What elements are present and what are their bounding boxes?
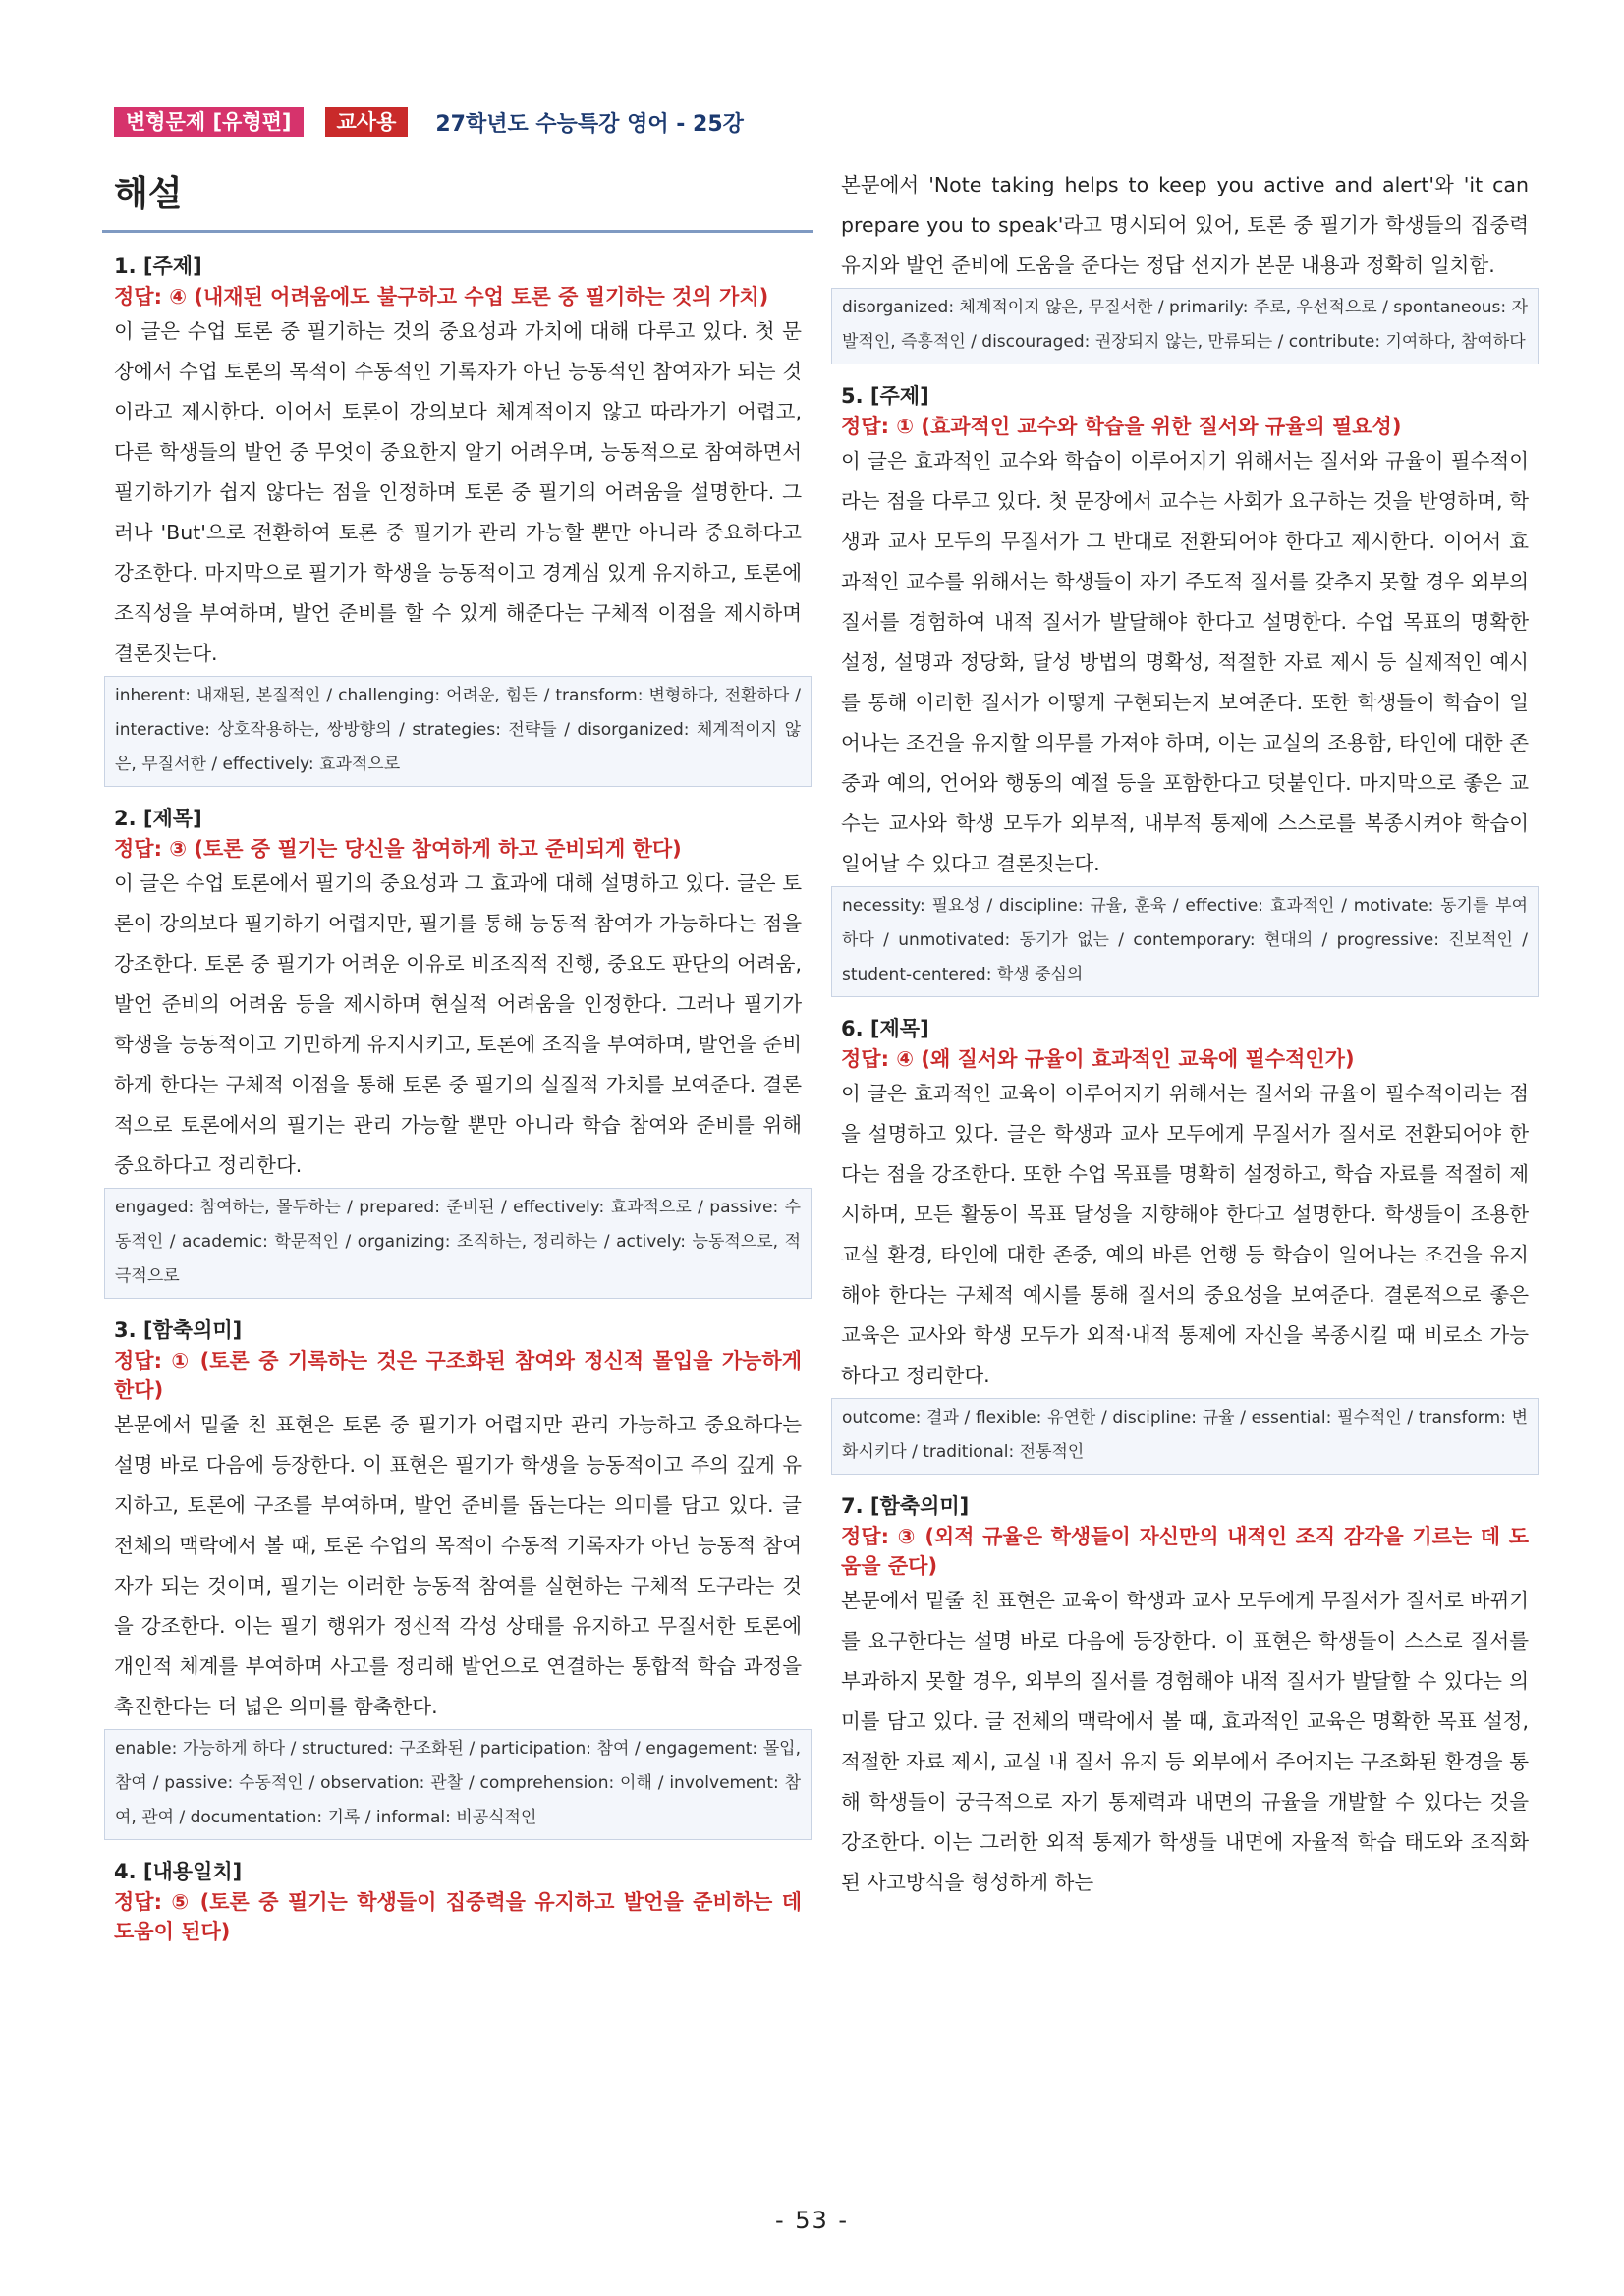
explanation-text: 본문에서 밑줄 친 표현은 교육이 학생과 교사 모두에게 무질서가 질서로 바뀌기를 요구한다는 설명 바로 다음에 등장한다. 이 표현은 학생들이 스스로 질서를 부과하지 못할 경우, 외부의 질서를 경험해야 내적 질서가 발달할 수 있다는 의미를 담고 있다. 글 전체의 맥락에서 볼 때, 효과적인 교육은 명확한 목표 설정, 적절한 자료 제시, 교실 내 질서 유지 등 외부에서 주어지는 구조화된 환경을 통해 학생들이 궁극적으로 자기 통제력과 내면의 규율을 개발할 수 있다는 것을 강조한다. 이는 그러한 외적 통제가 학생들 내면에 자율적 학습 태도와 조직화된 사고방식을 형성하게 하는 xyxy=(841,1589,1529,1894)
explanation-text: 이 글은 효과적인 교수와 학습이 이루어지기 위해서는 질서와 규율이 필수적이라는 점을 다루고 있다. 첫 문장에서 교수는 사회가 요구하는 것을 반영하며, 학생과 교사 모두의 무질서가 그 반대로 전환되어야 한다고 제시한다. 이어서 효과적인 교수를 위해서는 학생들이 자기 주도적 질서를 갖추지 못할 경우 외부의 질서를 경험하여 내적 질서가 발달해야 한다고 설명한다. 수업 목표의 명확한 설정, 설명과 정당화, 달성 방법의 명확성, 적절한 자료 제시 등 실제적인 예시를 통해 이러한 질서가 어떻게 구현되는지 보여준다. 또한 학생들이 학습이 일어나는 조건을 유지할 의무를 가져야 하며, 이는 교실의 조용함, 타인에 대한 존중과 예의, 언어와 행동의 예절 등을 포함한다고 덧붙인다. 마지막으로 좋은 교수는 교사와 학생 모두가 외부적, 내부적 통제에 스스로를 복종시켜야 학습이 일어날 수 있다고 결론짓는다. xyxy=(841,449,1529,875)
header-title: 27학년도 수능특강 영어 - 25강 xyxy=(435,111,744,137)
section-title: 7. [함축의미] xyxy=(841,1494,970,1518)
section-4-continued xyxy=(841,165,1529,364)
section-1 xyxy=(114,251,802,787)
section-6 xyxy=(841,1013,1529,1475)
answer-line: 정답: ④ (왜 질서와 규율이 효과적인 교육에 필수적인가) xyxy=(841,1047,1355,1071)
page-header xyxy=(114,106,744,138)
section-title: 3. [함축의미] xyxy=(114,1318,243,1342)
vocab-box: disorganized: 체계적이지 않은, 무질서한 / primarily: 주로, 우선적으로 / spontaneous: 자발적인, 즉흥적인 / discouraged: 권장되지 않는, 만류되는 / contribute: 기여하다, 참여하다 xyxy=(831,288,1539,364)
section-7 xyxy=(841,1490,1529,1903)
explanation-text: 이 글은 효과적인 교육이 이루어지기 위해서는 질서와 규율이 필수적이라는 점을 설명하고 있다. 글은 학생과 교사 모두에게 무질서가 질서로 전환되어야 한다는 점을 강조한다. 또한 수업 목표를 명확히 설정하고, 학습 자료를 적절히 제시하며, 모든 활동이 목표 달성을 지향해야 한다고 설명한다. 학생들이 조용한 교실 환경, 타인에 대한 존중, 예의 바른 언행 등 학습이 일어나는 조건을 유지해야 한다는 구체적 예시를 통해 질서의 중요성을 보여준다. 결론적으로 좋은 교육은 교사와 학생 모두가 외적·내적 통제에 자신을 복종시킬 때 비로소 가능하다고 정리한다. xyxy=(841,1082,1529,1387)
answer-line: 정답: ③ (외적 규율은 학생들이 자신만의 내적인 조직 감각을 기르는 데 도움을 준다) xyxy=(841,1525,1529,1578)
explanation-text: 본문에서 밑줄 친 표현은 토론 중 필기가 어렵지만 관리 가능하고 중요하다는 설명 바로 다음에 등장한다. 이 표현은 필기가 학생을 능동적이고 주의 깊게 유지하고, 토론에 구조를 부여하며, 발언 준비를 돕는다는 의미를 담고 있다. 글 전체의 맥락에서 볼 때, 토론 수업의 목적이 수동적 기록자가 아닌 능동적 참여자가 되는 것이며, 필기는 이러한 능동적 참여를 실현하는 구체적 도구라는 것을 강조한다. 이는 필기 행위가 정신적 각성 상태를 유지하고 무질서한 토론에 개인적 체계를 부여하며 사고를 정리해 발언으로 연결하는 통합적 학습 과정을 촉진한다는 더 넓은 의미를 함축한다. xyxy=(114,1413,802,1718)
section-title: 2. [제목] xyxy=(114,807,202,830)
left-column xyxy=(114,157,802,1946)
answer-line: 정답: ① (토론 중 기록하는 것은 구조화된 참여와 정신적 몰입을 가능하게 한다) xyxy=(114,1349,802,1402)
answer-line: 정답: ③ (토론 중 필기는 당신을 참여하게 하고 준비되게 한다) xyxy=(114,837,682,861)
explanation-text: 본문에서 'Note taking helps to keep you active and alert'와 'it can prepare you to speak'라고 명시되어 있어, 토론 중 필기가 학생들의 집중력 유지와 발언 준비에 도움을 준다는 정답 선지가 본문 내용과 정확히 일치함. xyxy=(841,173,1529,277)
section-title: 1. [주제] xyxy=(114,254,202,278)
title-rule xyxy=(102,230,813,233)
page-number: - 53 - xyxy=(774,2207,850,2234)
vocab-box: outcome: 결과 / flexible: 유연한 / discipline: 규율 / essential: 필수적인 / transform: 변화시키다 / traditional: 전통적인 xyxy=(831,1398,1539,1475)
section-title: 5. [주제] xyxy=(841,384,929,408)
section-title: 6. [제목] xyxy=(841,1017,929,1040)
section-title: 4. [내용일치] xyxy=(114,1860,243,1883)
vocab-box: enable: 가능하게 하다 / structured: 구조화된 / participation: 참여 / engagement: 몰입, 참여 / passive: 수동적인 / observation: 관찰 / comprehension: 이해 / involvement: 참여, 관여 / documentation: 기록 / informal: 비공식적인 xyxy=(104,1729,812,1840)
right-column xyxy=(841,165,1529,1903)
answer-line: 정답: ⑤ (토론 중 필기는 학생들이 집중력을 유지하고 발언을 준비하는 데 도움이 된다) xyxy=(114,1890,802,1943)
explanation-text: 이 글은 수업 토론 중 필기하는 것의 중요성과 가치에 대해 다루고 있다. 첫 문장에서 수업 토론의 목적이 수동적인 기록자가 아닌 능동적인 참여자가 되는 것이라고 제시한다. 이어서 토론이 강의보다 체계적이지 않고 따라가기 어렵고, 다른 학생들의 발언 중 무엇이 중요한지 알기 어려우며, 능동적으로 참여하면서 필기하기가 쉽지 않다는 점을 인정하며 토론 중 필기의 어려움을 설명한다. 그러나 'But'으로 전환하여 토론 중 필기가 관리 가능할 뿐만 아니라 중요하다고 강조한다. 마지막으로 필기가 학생을 능동적이고 경계심 있게 유지하고, 토론에 조직성을 부여하며, 발언 준비를 할 수 있게 해준다는 구체적 이점을 제시하며 결론짓는다. xyxy=(114,319,802,665)
page-title: 해설 xyxy=(114,174,183,214)
section-3 xyxy=(114,1315,802,1840)
section-2 xyxy=(114,803,802,1299)
section-5 xyxy=(841,380,1529,997)
vocab-box: necessity: 필요성 / discipline: 규율, 훈육 / effective: 효과적인 / motivate: 동기를 부여하다 / unmotivated: 동기가 없는 / contemporary: 현대의 / progressive: 진보적인 / student-centered: 학생 중심의 xyxy=(831,886,1539,997)
section-4 xyxy=(114,1856,802,1946)
vocab-box: engaged: 참여하는, 몰두하는 / prepared: 준비된 / effectively: 효과적으로 / passive: 수동적인 / academic: 학문적인 / organizing: 조직하는, 정리하는 / actively: 능동적으로, 적극적으로 xyxy=(104,1188,812,1299)
explanation-text: 이 글은 수업 토론에서 필기의 중요성과 그 효과에 대해 설명하고 있다. 글은 토론이 강의보다 필기하기 어렵지만, 필기를 통해 능동적 참여가 가능하다는 점을 강조한다. 토론 중 필기가 어려운 이유로 비조직적 진행, 중요도 판단의 어려움, 발언 준비의 어려움 등을 제시하며 현실적 어려움을 인정한다. 그러나 필기가 학생을 능동적이고 기민하게 유지시키고, 토론에 조직을 부여하며, 발언을 준비하게 한다는 구체적 이점을 통해 토론 중 필기의 실질적 가치를 보여준다. 결론적으로 토론에서의 필기는 관리 가능할 뿐만 아니라 학습 참여와 준비를 위해 중요하다고 정리한다. xyxy=(114,871,802,1177)
vocab-box: inherent: 내재된, 본질적인 / challenging: 어려운, 힘든 / transform: 변형하다, 전환하다 / interactive: 상호작용하는, 쌍방향의 / strategies: 전략들 / disorganized: 체계적이지 않은, 무질서한 / effectively: 효과적으로 xyxy=(104,676,812,787)
answer-line: 정답: ① (효과적인 교수와 학습을 위한 질서와 규율의 필요성) xyxy=(841,415,1402,438)
type-tag: 변형문제 [유형편] xyxy=(114,107,304,137)
answer-line: 정답: ④ (내재된 어려움에도 불구하고 수업 토론 중 필기하는 것의 가치) xyxy=(114,285,769,308)
teacher-tag: 교사용 xyxy=(325,107,409,137)
